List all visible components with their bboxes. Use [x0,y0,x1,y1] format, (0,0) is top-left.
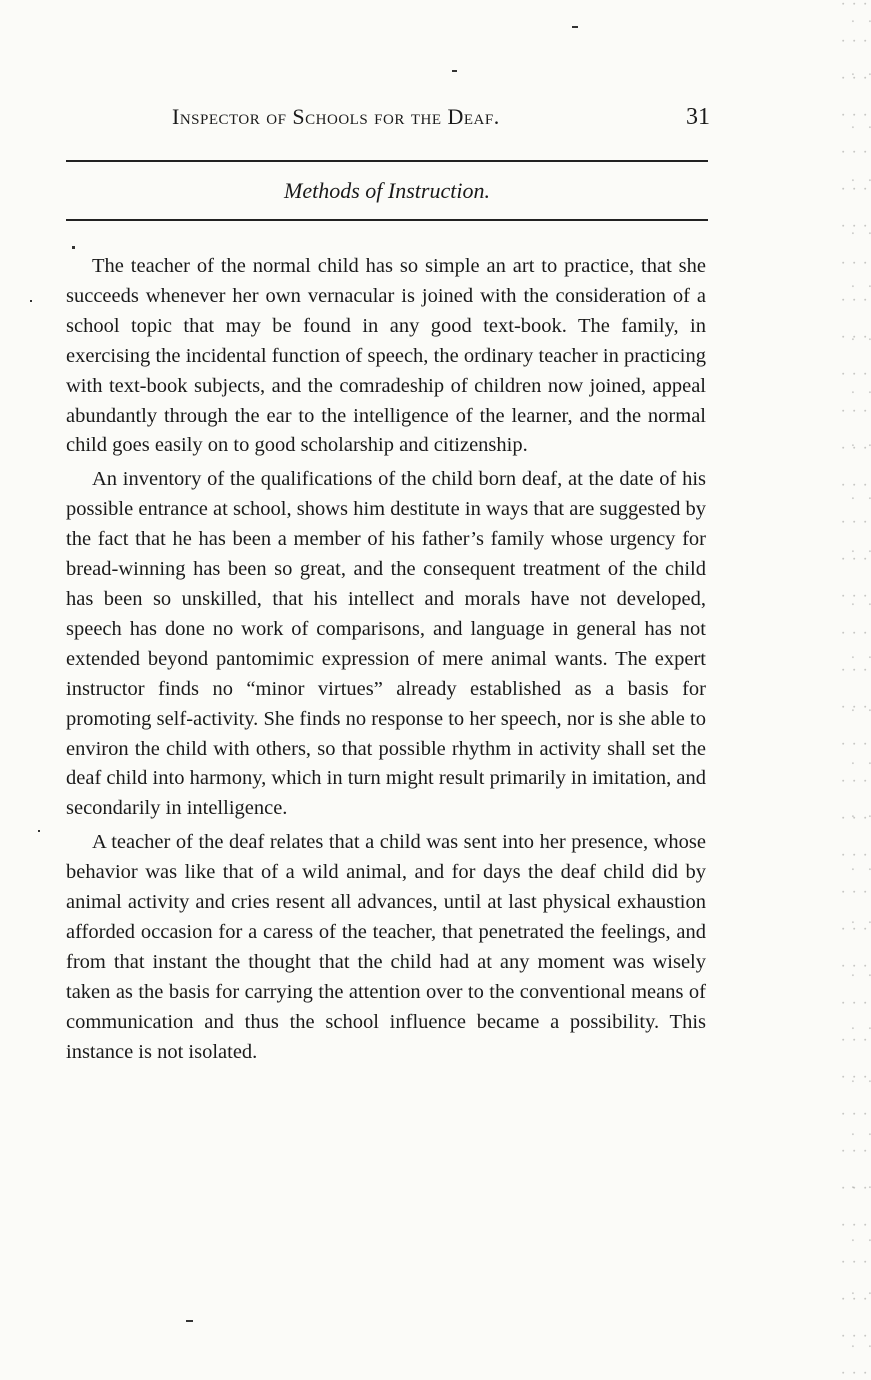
page-edge-noise [841,0,871,1380]
top-rule [66,160,708,162]
section-title: Methods of Instruction. [284,178,490,203]
running-head [60,104,710,138]
print-speck [452,70,457,72]
paragraph: The teacher of the normal child has so simple an art to practice, that she succeeds whenever her own vernacular is joined with the consideration of a school topic that may be found in any good text-book. The family, in exercising the incidental function of speech, the ordinary teacher in practicing with text-book subjects, and the comradeship of children now joined, appeal abundantly through the ear to the intelligence of the learner, and the normal child goes easily on to good scholarship and citizenship. [66,255,706,457]
print-speck [30,300,32,302]
print-speck [72,246,75,249]
body-text [66,252,706,1071]
print-speck [186,1320,193,1322]
print-speck [572,26,578,28]
paragraph: A teacher of the deaf relates that a child was sent into her presence, whose behavior was like that of a wild animal, and for days the deaf child did by animal activity and cries resent all advances, until at last physical exhaustion afforded occasion for a caress of the teacher, that penetrated the feelings, and from that instant the thought that the child had at any moment was wisely taken as the basis for carrying the attention over to the conventional means of communication and thus the school influence became a possibility. This instance is not isolated. [66,831,706,1063]
page-number: 31 [686,104,710,130]
print-speck [38,830,40,832]
bottom-rule [66,219,708,221]
paragraph: An inventory of the qualifications of the child born deaf, at the date of his possible entrance at school, shows him destitute in ways that are suggested by the fact that he has been a member of his father’s family whose urgency for bread-winning has been so great, and the consequent treatment of the child has been so unskilled, that his intellect and morals have not developed, speech has done no work of comparisons, and language in general has not extended beyond pantomimic expression of mere animal wants. The expert instructor finds no “minor virtues” already established as a basis for promoting self-activity. She finds no response to her speech, nor is she able to environ the child with others, so that possible rhythm in activity shall set the deaf child into harmony, which in turn might result primarily in imitation, and secondarily in intelligence. [66,468,706,820]
running-title: Inspector of Schools for the Deaf. [172,104,500,129]
